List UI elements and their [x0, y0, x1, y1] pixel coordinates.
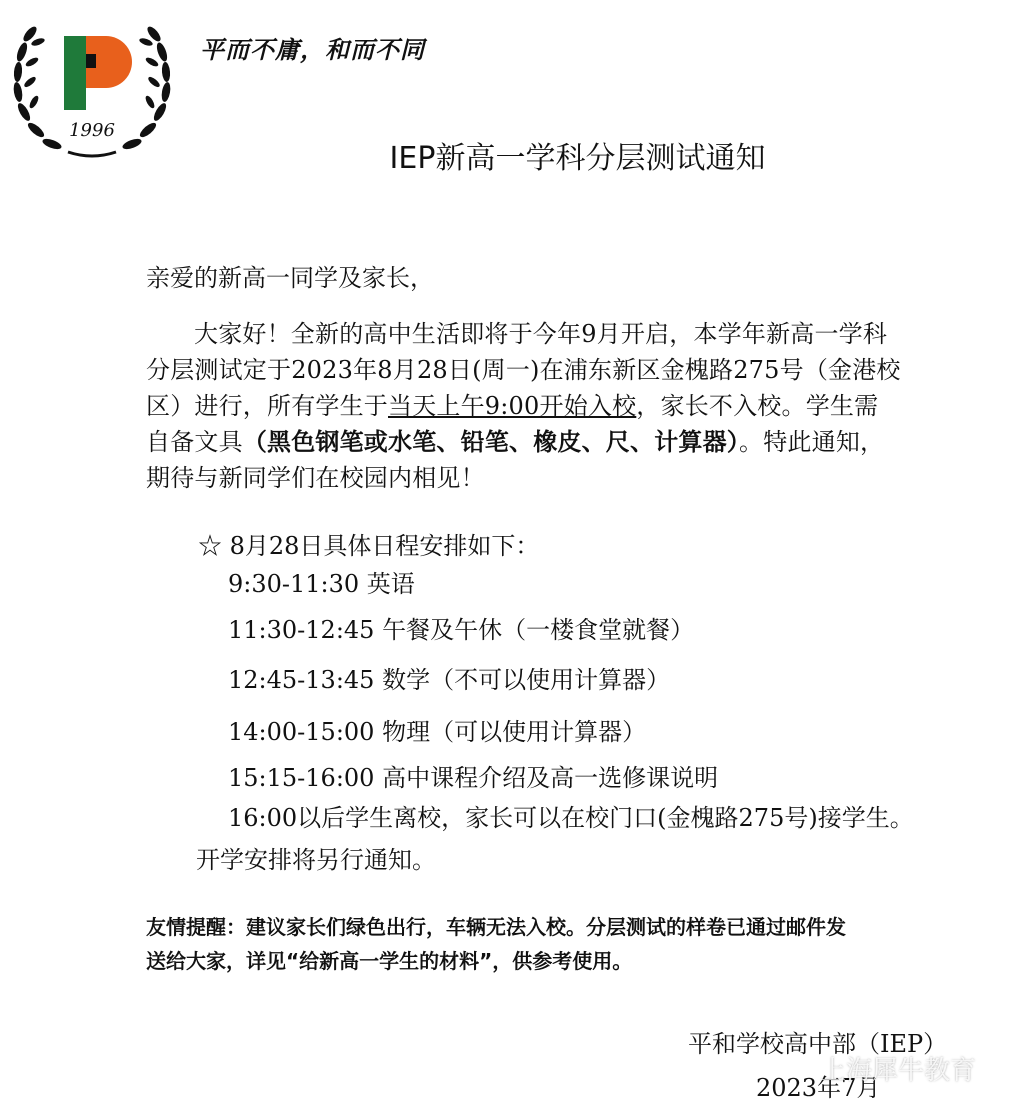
body-text: ，家长不入校。学生需 — [636, 392, 879, 420]
body-line-1: 大家好！全新的高中生活即将于今年9月开启，本学年新高一学科 — [194, 320, 888, 348]
schedule-item: 9:30-11:30 英语 — [228, 570, 415, 598]
schedule-heading: ☆ 8月28日具体日程安排如下： — [198, 532, 540, 560]
school-motto: 平而不庸，和而不同 — [200, 36, 425, 64]
body-line-4 — [146, 424, 986, 460]
p-mark-icon — [64, 36, 132, 110]
reminder-line-1: 友情提醒：建议家长们绿色出行，车辆无法入校。分层测试的样卷已通过邮件发 — [146, 915, 846, 939]
salutation: 亲爱的新高一同学及家长， — [146, 264, 434, 292]
body-line-3 — [146, 388, 986, 424]
watermark-text: 上海犀牛教育 — [820, 1056, 977, 1086]
schedule-item: 15:15-16:00 高中课程介绍及高一选修课说明 — [228, 764, 719, 792]
entry-time-underlined: 当天上午9:00开始入校 — [388, 392, 637, 420]
body-text: 。特此通知， — [739, 428, 885, 456]
notice-body — [146, 316, 986, 496]
reminder-line-2: 送给大家，详见“给新高一学生的材料”，供参考使用。 — [146, 949, 633, 973]
body-text: 自备文具 — [146, 428, 243, 456]
wechat-watermark-icon — [790, 1052, 818, 1080]
closing-note: 开学安排将另行通知。 — [196, 846, 436, 874]
notice-title: IEP新高一学科分层测试通知 — [389, 141, 766, 176]
body-line-5: 期待与新同学们在校园内相见！ — [146, 464, 485, 492]
body-line-2: 分层测试定于2023年8月28日(周一)在浦东新区金槐路275号（金港校 — [146, 356, 901, 384]
schedule-item: 14:00-15:00 物理（可以使用计算器） — [228, 718, 647, 746]
schedule-item: 16:00以后学生离校，家长可以在校门口(金槐路275号)接学生。 — [228, 804, 914, 832]
signature-org: 平和学校高中部（IEP） — [688, 1030, 948, 1058]
stationery-list-bold: （黑色钢笔或水笔、铅笔、橡皮、尺、计算器） — [242, 428, 740, 456]
body-text: 区）进行，所有学生于 — [146, 392, 388, 420]
logo-year: 1996 — [69, 120, 115, 141]
friendly-reminder — [146, 910, 986, 978]
schedule-item: 11:30-12:45 午餐及午休（一楼食堂就餐） — [228, 616, 695, 644]
schedule-item: 12:45-13:45 数学（不可以使用计算器） — [228, 666, 671, 694]
signature-date: 2023年7月 — [756, 1074, 881, 1102]
